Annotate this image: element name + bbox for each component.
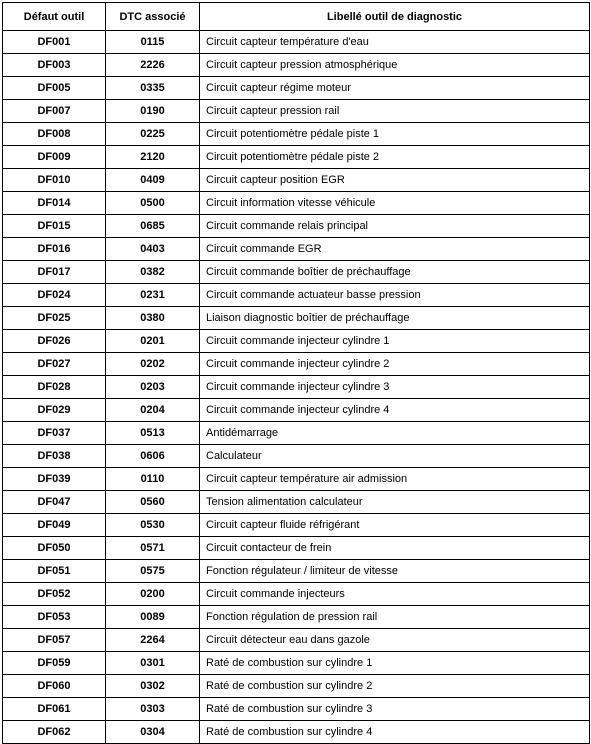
table-row xyxy=(3,629,590,652)
fault-code-cell: DF001 xyxy=(3,31,106,54)
dtc-code-cell: 0575 xyxy=(106,560,200,583)
header-dtc: DTC associé xyxy=(106,3,200,31)
dtc-code-cell: 0203 xyxy=(106,376,200,399)
table-row xyxy=(3,652,590,675)
fault-code-cell: DF003 xyxy=(3,54,106,77)
description-cell: Liaison diagnostic boîtier de préchauffage xyxy=(200,307,590,330)
dtc-code-cell: 0335 xyxy=(106,77,200,100)
table-row xyxy=(3,284,590,307)
table-row xyxy=(3,468,590,491)
description-cell: Circuit commande actuateur basse pression xyxy=(200,284,590,307)
fault-code-cell: DF010 xyxy=(3,169,106,192)
description-cell: Circuit capteur position EGR xyxy=(200,169,590,192)
description-cell: Circuit potentiomètre pédale piste 2 xyxy=(200,146,590,169)
table-row xyxy=(3,606,590,629)
table-row xyxy=(3,192,590,215)
dtc-code-cell: 0530 xyxy=(106,514,200,537)
fault-code-cell: DF052 xyxy=(3,583,106,606)
fault-code-cell: DF014 xyxy=(3,192,106,215)
description-cell: Calculateur xyxy=(200,445,590,468)
dtc-code-cell: 0571 xyxy=(106,537,200,560)
table-row xyxy=(3,353,590,376)
fault-code-cell: DF025 xyxy=(3,307,106,330)
fault-code-cell: DF015 xyxy=(3,215,106,238)
table-row xyxy=(3,491,590,514)
diagnostic-code-table xyxy=(2,2,590,744)
description-cell: Circuit capteur pression rail xyxy=(200,100,590,123)
fault-code-cell: DF049 xyxy=(3,514,106,537)
table-row xyxy=(3,100,590,123)
table-row xyxy=(3,261,590,284)
dtc-code-cell: 0380 xyxy=(106,307,200,330)
dtc-code-cell: 0201 xyxy=(106,330,200,353)
description-cell: Circuit commande injecteur cylindre 1 xyxy=(200,330,590,353)
dtc-code-cell: 0685 xyxy=(106,215,200,238)
description-cell: Fonction régulateur / limiteur de vitesse xyxy=(200,560,590,583)
description-cell: Circuit commande boîtier de préchauffage xyxy=(200,261,590,284)
description-cell: Circuit commande injecteur cylindre 4 xyxy=(200,399,590,422)
fault-code-cell: DF050 xyxy=(3,537,106,560)
description-cell: Tension alimentation calculateur xyxy=(200,491,590,514)
table-row xyxy=(3,31,590,54)
dtc-code-cell: 0500 xyxy=(106,192,200,215)
description-cell: Circuit capteur pression atmosphérique xyxy=(200,54,590,77)
header-row xyxy=(3,3,590,31)
fault-code-cell: DF059 xyxy=(3,652,106,675)
description-cell: Circuit capteur température d'eau xyxy=(200,31,590,54)
fault-code-cell: DF028 xyxy=(3,376,106,399)
fault-code-cell: DF051 xyxy=(3,560,106,583)
fault-code-cell: DF057 xyxy=(3,629,106,652)
table-row xyxy=(3,422,590,445)
table-row xyxy=(3,583,590,606)
description-cell: Circuit capteur température air admission xyxy=(200,468,590,491)
dtc-code-cell: 0303 xyxy=(106,698,200,721)
dtc-code-cell: 0190 xyxy=(106,100,200,123)
description-cell: Raté de combustion sur cylindre 3 xyxy=(200,698,590,721)
table-row xyxy=(3,675,590,698)
table-row xyxy=(3,330,590,353)
description-cell: Circuit information vitesse véhicule xyxy=(200,192,590,215)
dtc-code-cell: 2226 xyxy=(106,54,200,77)
fault-code-cell: DF038 xyxy=(3,445,106,468)
description-cell: Circuit commande relais principal xyxy=(200,215,590,238)
description-cell: Raté de combustion sur cylindre 1 xyxy=(200,652,590,675)
dtc-code-cell: 0302 xyxy=(106,675,200,698)
table-row xyxy=(3,307,590,330)
fault-code-cell: DF017 xyxy=(3,261,106,284)
fault-code-cell: DF009 xyxy=(3,146,106,169)
description-cell: Fonction régulation de pression rail xyxy=(200,606,590,629)
table-row xyxy=(3,445,590,468)
dtc-code-cell: 0304 xyxy=(106,721,200,744)
fault-code-cell: DF024 xyxy=(3,284,106,307)
dtc-code-cell: 0409 xyxy=(106,169,200,192)
fault-code-cell: DF008 xyxy=(3,123,106,146)
description-cell: Circuit commande injecteur cylindre 2 xyxy=(200,353,590,376)
dtc-code-cell: 0202 xyxy=(106,353,200,376)
table-row xyxy=(3,146,590,169)
dtc-code-cell: 2120 xyxy=(106,146,200,169)
dtc-code-cell: 0560 xyxy=(106,491,200,514)
table-row xyxy=(3,721,590,744)
table-row xyxy=(3,215,590,238)
fault-code-cell: DF061 xyxy=(3,698,106,721)
description-cell: Circuit contacteur de frein xyxy=(200,537,590,560)
fault-code-cell: DF016 xyxy=(3,238,106,261)
fault-code-cell: DF007 xyxy=(3,100,106,123)
fault-code-cell: DF039 xyxy=(3,468,106,491)
description-cell: Circuit commande EGR xyxy=(200,238,590,261)
dtc-code-cell: 0204 xyxy=(106,399,200,422)
table-header xyxy=(3,3,590,31)
description-cell: Circuit capteur fluide réfrigérant xyxy=(200,514,590,537)
description-cell: Circuit commande injecteurs xyxy=(200,583,590,606)
dtc-code-cell: 0513 xyxy=(106,422,200,445)
description-cell: Circuit potentiomètre pédale piste 1 xyxy=(200,123,590,146)
table-row xyxy=(3,560,590,583)
dtc-code-cell: 0200 xyxy=(106,583,200,606)
description-cell: Circuit capteur régime moteur xyxy=(200,77,590,100)
dtc-code-cell: 0231 xyxy=(106,284,200,307)
table-row xyxy=(3,238,590,261)
fault-code-cell: DF047 xyxy=(3,491,106,514)
description-cell: Circuit détecteur eau dans gazole xyxy=(200,629,590,652)
fault-code-cell: DF060 xyxy=(3,675,106,698)
dtc-code-cell: 0089 xyxy=(106,606,200,629)
table-row xyxy=(3,169,590,192)
fault-code-cell: DF062 xyxy=(3,721,106,744)
table-row xyxy=(3,698,590,721)
dtc-code-cell: 0382 xyxy=(106,261,200,284)
description-cell: Circuit commande injecteur cylindre 3 xyxy=(200,376,590,399)
table-body xyxy=(3,31,590,744)
dtc-code-cell: 0115 xyxy=(106,31,200,54)
description-cell: Antidémarrage xyxy=(200,422,590,445)
dtc-code-cell: 0301 xyxy=(106,652,200,675)
table-row xyxy=(3,123,590,146)
description-cell: Raté de combustion sur cylindre 4 xyxy=(200,721,590,744)
dtc-code-cell: 0225 xyxy=(106,123,200,146)
dtc-code-cell: 0403 xyxy=(106,238,200,261)
description-cell: Raté de combustion sur cylindre 2 xyxy=(200,675,590,698)
fault-code-cell: DF026 xyxy=(3,330,106,353)
dtc-code-cell: 2264 xyxy=(106,629,200,652)
table-row xyxy=(3,514,590,537)
fault-code-cell: DF053 xyxy=(3,606,106,629)
table-row xyxy=(3,77,590,100)
header-fault-tool: Défaut outil xyxy=(3,3,106,31)
fault-code-cell: DF029 xyxy=(3,399,106,422)
fault-code-cell: DF037 xyxy=(3,422,106,445)
table-row xyxy=(3,399,590,422)
table-row xyxy=(3,376,590,399)
fault-code-cell: DF027 xyxy=(3,353,106,376)
dtc-code-cell: 0606 xyxy=(106,445,200,468)
table-row xyxy=(3,537,590,560)
header-label: Libellé outil de diagnostic xyxy=(200,3,590,31)
dtc-code-cell: 0110 xyxy=(106,468,200,491)
fault-code-cell: DF005 xyxy=(3,77,106,100)
table-row xyxy=(3,54,590,77)
